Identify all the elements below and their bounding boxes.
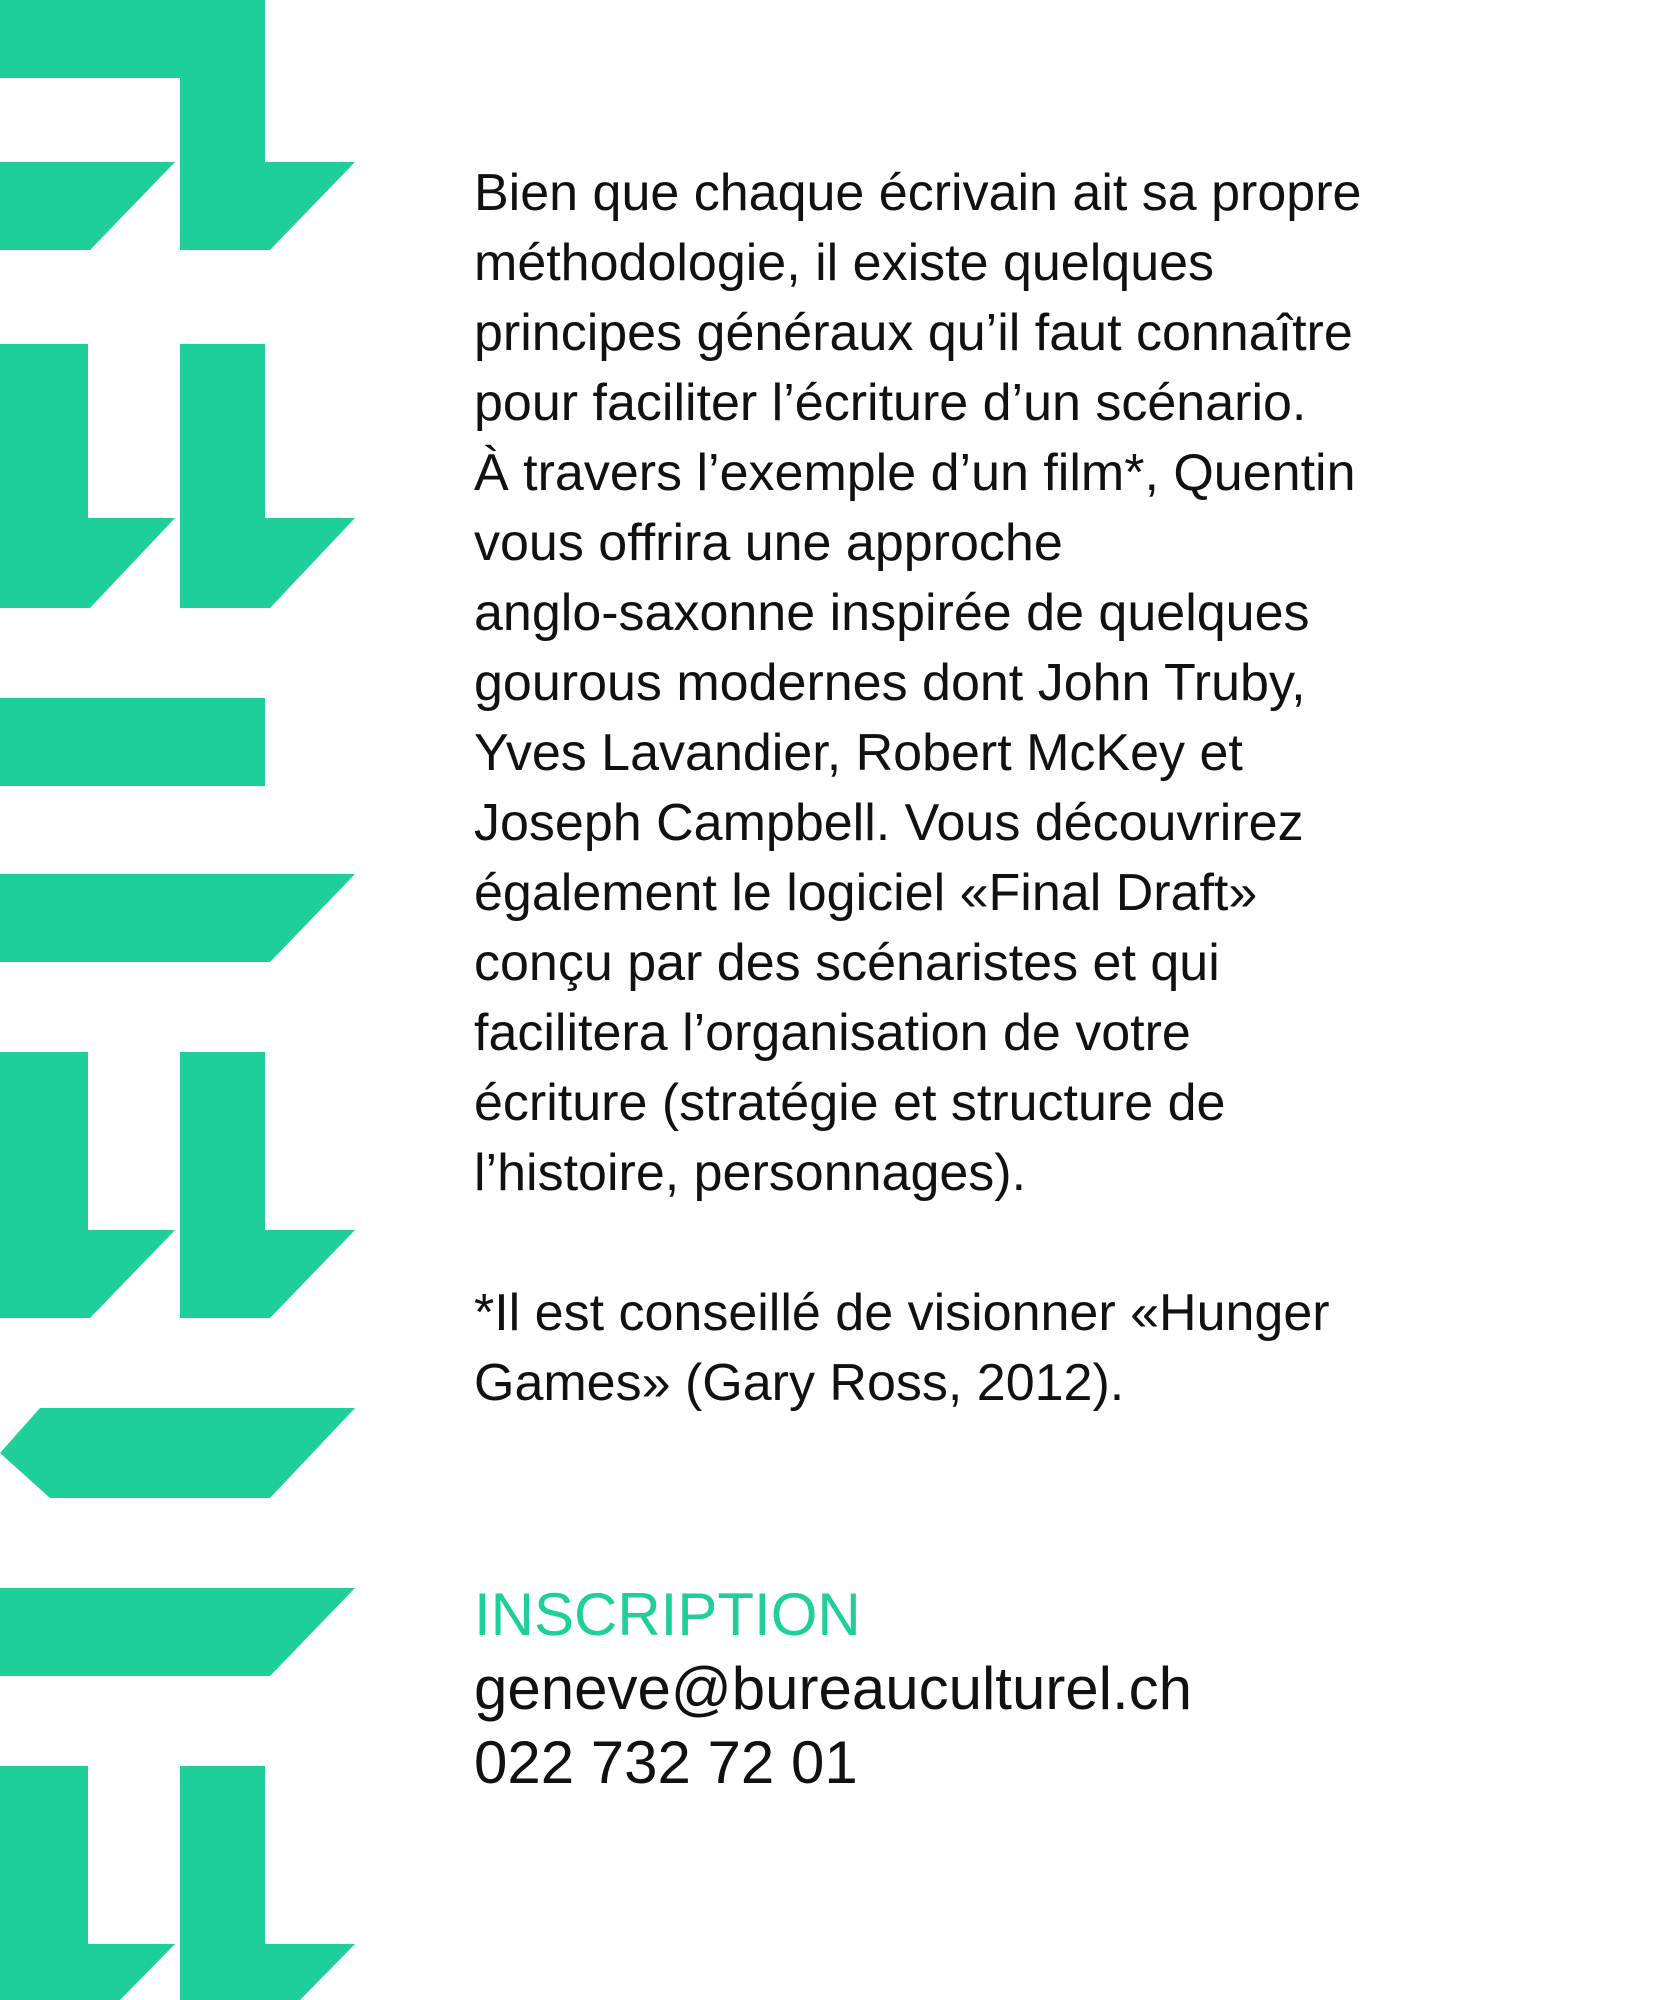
workshop-description: Bien que chaque écrivain ait sa propre méthodologie, il existe quelques principes généraux qu’il faut connaître pour faciliter l’écriture d’un scénario. À travers l’exemple d’un film*, Quentin vous offrira une approche anglo-saxonne inspirée de quelques gourous modernes dont John Truby, Yves Lavandier, Robert McKey et Joseph Campbell. Vous découvrirez également le logiciel «Final Draft» conçu par des scénaristes et qui facilitera l’organisation de votre écriture (stratégie et structure de l’histoire, personnages).: [474, 164, 1362, 1202]
description-block: [474, 158, 1614, 1418]
green-geometric-logo-pattern-icon: [0, 0, 360, 2000]
footnote: *Il est conseillé de visionner «Hunger Games» (Gary Ross, 2012).: [474, 1284, 1330, 1412]
registration-heading: INSCRIPTION: [474, 1581, 861, 1648]
email-address[interactable]: geneve@bureauculturel.ch: [474, 1655, 1193, 1722]
phone-number[interactable]: 022 732 72 01: [474, 1729, 858, 1796]
registration-block: [474, 1578, 1192, 1800]
